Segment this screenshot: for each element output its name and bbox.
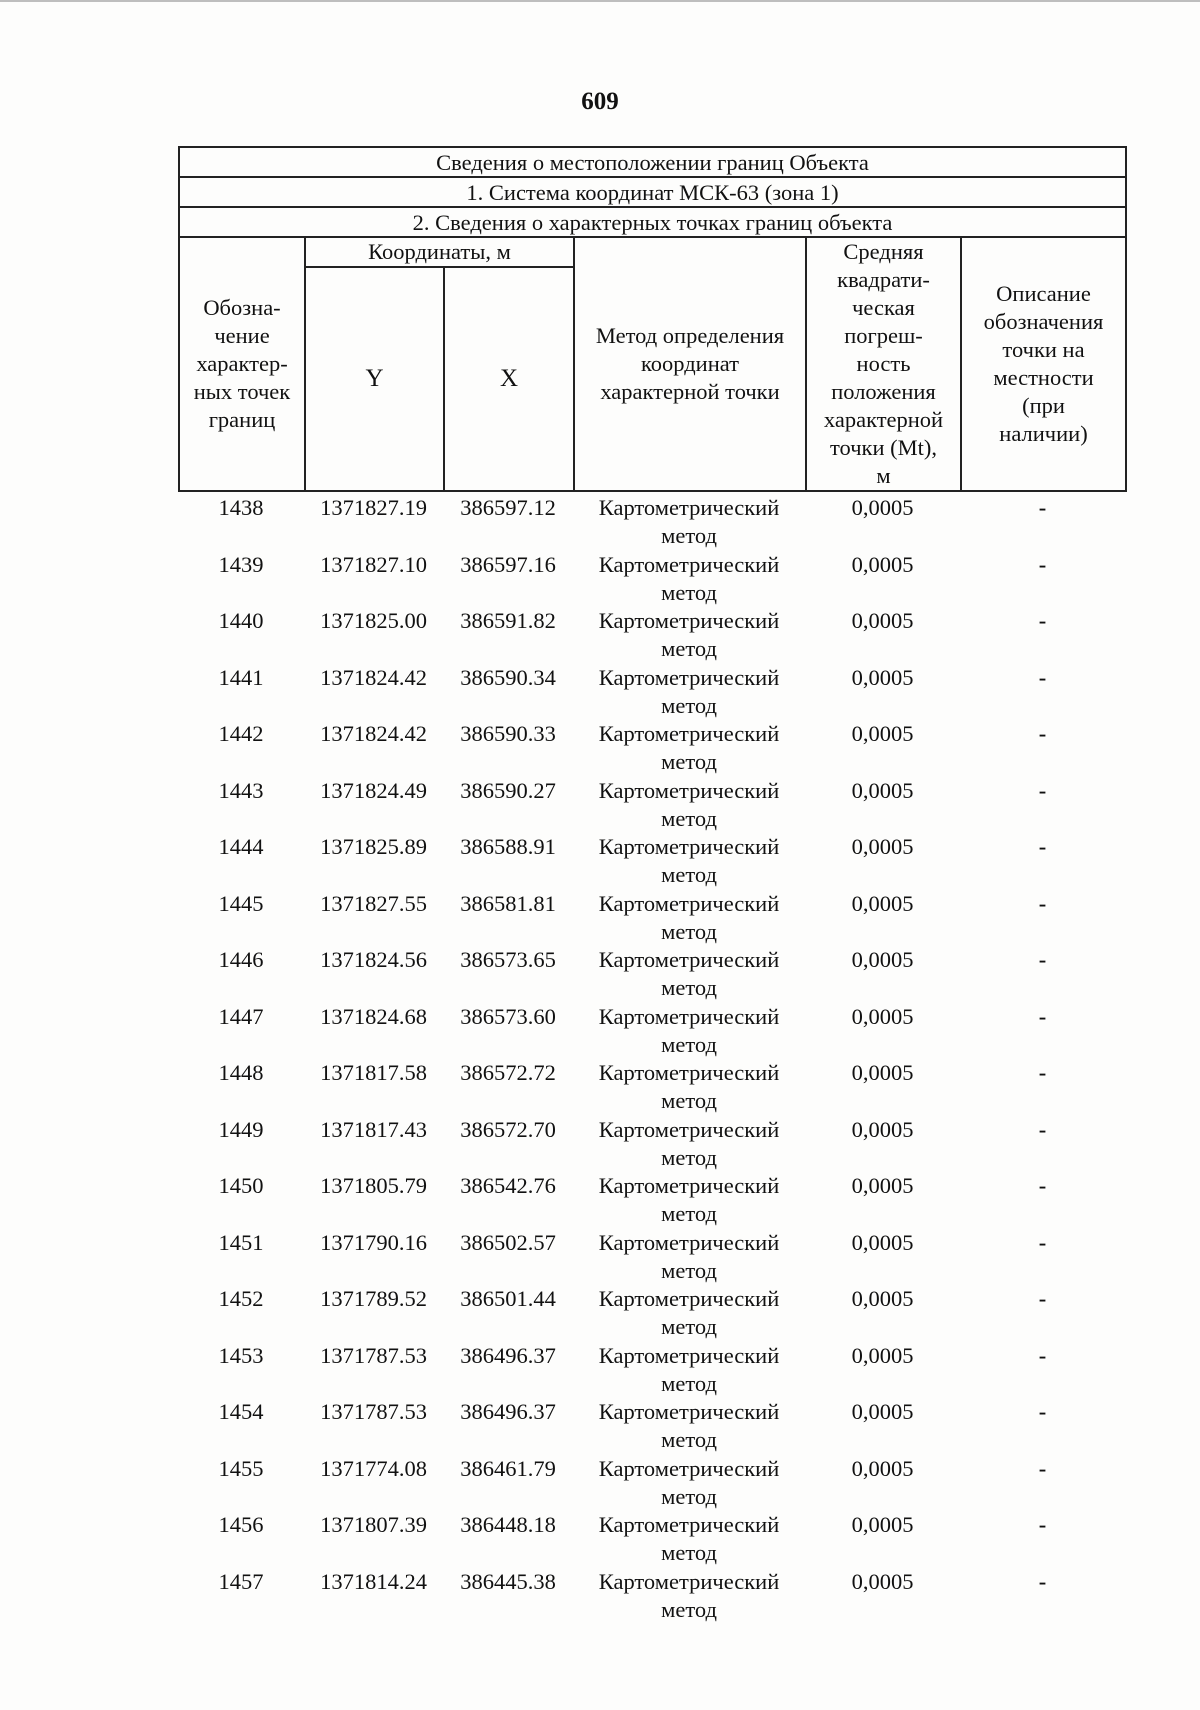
mean-square-error: 0,0005 bbox=[851, 947, 914, 972]
method: Картометрический метод bbox=[598, 1060, 780, 1113]
method: Картометрический метод bbox=[598, 1512, 780, 1565]
point-description: - bbox=[1038, 551, 1047, 577]
method: Картометрический метод bbox=[598, 1455, 780, 1509]
point-description: - bbox=[1038, 721, 1047, 746]
mean-square-error: 0,0005 bbox=[851, 495, 914, 520]
point-description: - bbox=[1038, 1173, 1047, 1198]
header-coordinates: Координаты, м bbox=[305, 237, 574, 267]
point-id: 1442 bbox=[218, 721, 264, 746]
point-id: 1455 bbox=[218, 1455, 264, 1481]
method: Картометрический метод bbox=[598, 551, 780, 605]
point-id: 1456 bbox=[218, 1512, 264, 1537]
point-id: 1448 bbox=[218, 1060, 264, 1085]
method: Картометрический метод bbox=[598, 721, 780, 774]
coordinate-y: 1371824.42 bbox=[320, 664, 427, 690]
point-id: 1447 bbox=[218, 1003, 264, 1029]
point-description: - bbox=[1038, 1060, 1047, 1085]
point-description: - bbox=[1038, 1568, 1047, 1594]
coordinate-x: 386496.37 bbox=[460, 1342, 556, 1368]
coordinate-x: 386572.72 bbox=[460, 1060, 556, 1085]
point-description: - bbox=[1038, 777, 1047, 803]
point-id: 1457 bbox=[218, 1568, 264, 1594]
point-description: - bbox=[1038, 890, 1047, 916]
point-description: - bbox=[1038, 1455, 1047, 1481]
coordinate-y: 1371824.68 bbox=[320, 1003, 427, 1029]
method: Картометрический метод bbox=[598, 1568, 780, 1622]
mean-square-error: 0,0005 bbox=[851, 834, 914, 859]
coordinate-y: 1371824.49 bbox=[320, 777, 427, 803]
point-description: - bbox=[1038, 1003, 1047, 1029]
point-id: 1440 bbox=[218, 608, 264, 633]
table-row bbox=[178, 1229, 1125, 1286]
scan-edge-line bbox=[0, 0, 1200, 8]
table-row bbox=[178, 1285, 1125, 1342]
coordinate-x: 386591.82 bbox=[460, 608, 556, 633]
method: Картометрический метод bbox=[598, 1173, 780, 1226]
coordinate-x: 386572.70 bbox=[460, 1116, 556, 1142]
header-description: Описание обозначения точки на местности (при наличии) bbox=[961, 237, 1126, 491]
header-table bbox=[178, 146, 1127, 492]
point-description: - bbox=[1038, 1286, 1047, 1311]
method: Картометрический метод bbox=[598, 890, 780, 944]
header-error: Средняя квадрати- ческая погреш- ность положения характерной точки (Mt), м bbox=[806, 237, 961, 491]
point-description: - bbox=[1038, 834, 1047, 859]
table-row bbox=[178, 664, 1125, 721]
table-header bbox=[178, 146, 1125, 492]
mean-square-error: 0,0005 bbox=[851, 1173, 914, 1198]
coordinate-x: 386597.12 bbox=[460, 495, 556, 520]
point-description: - bbox=[1038, 608, 1047, 633]
table-rows bbox=[178, 494, 1125, 1624]
method: Картометрический метод bbox=[598, 1229, 780, 1283]
coordinate-y: 1371790.16 bbox=[320, 1229, 427, 1255]
table-row bbox=[178, 1511, 1125, 1568]
point-id: 1451 bbox=[218, 1229, 264, 1255]
coordinate-x: 386597.16 bbox=[460, 551, 556, 577]
point-id: 1450 bbox=[218, 1173, 264, 1198]
point-id: 1438 bbox=[218, 495, 264, 520]
point-id: 1443 bbox=[218, 777, 264, 803]
mean-square-error: 0,0005 bbox=[851, 1003, 914, 1029]
point-id: 1453 bbox=[218, 1342, 264, 1368]
table-row bbox=[178, 1172, 1125, 1229]
coordinate-y: 1371827.55 bbox=[320, 890, 427, 916]
mean-square-error: 0,0005 bbox=[851, 1568, 914, 1594]
method: Картометрический метод bbox=[598, 1116, 780, 1170]
coordinate-x: 386496.37 bbox=[460, 1399, 556, 1424]
point-description: - bbox=[1038, 1512, 1047, 1537]
method: Картометрический метод bbox=[598, 1286, 780, 1339]
mean-square-error: 0,0005 bbox=[851, 1060, 914, 1085]
point-description: - bbox=[1038, 1342, 1047, 1368]
page-number: 609 bbox=[581, 88, 619, 115]
point-description: - bbox=[1038, 495, 1047, 520]
point-id: 1444 bbox=[218, 834, 264, 859]
mean-square-error: 0,0005 bbox=[851, 664, 914, 690]
table-row bbox=[178, 890, 1125, 947]
method: Картометрический метод bbox=[598, 664, 780, 718]
coordinate-x: 386461.79 bbox=[460, 1455, 556, 1481]
coordinate-x: 386588.91 bbox=[460, 834, 556, 859]
method: Картометрический метод bbox=[598, 947, 780, 1000]
table-row bbox=[178, 833, 1125, 890]
coordinate-y: 1371824.56 bbox=[320, 947, 427, 972]
method: Картометрический метод bbox=[598, 834, 780, 887]
mean-square-error: 0,0005 bbox=[851, 1455, 914, 1481]
coordinate-y: 1371787.53 bbox=[320, 1342, 427, 1368]
coordinate-y: 1371825.89 bbox=[320, 834, 427, 859]
header-designation: Обозна- чение характер- ных точек границ bbox=[179, 237, 305, 491]
method: Картометрический метод bbox=[598, 1342, 780, 1396]
method: Картометрический метод bbox=[598, 608, 780, 661]
header-title-2: 1. Система координат МСК-63 (зона 1) bbox=[179, 177, 1126, 207]
coordinate-y: 1371814.24 bbox=[320, 1568, 427, 1594]
point-description: - bbox=[1038, 1229, 1047, 1255]
point-id: 1446 bbox=[218, 947, 264, 972]
coordinate-y: 1371825.00 bbox=[320, 608, 427, 633]
coordinate-x: 386590.33 bbox=[460, 721, 556, 746]
table-row bbox=[178, 1003, 1125, 1060]
point-id: 1452 bbox=[218, 1286, 264, 1311]
method: Картометрический метод bbox=[598, 1399, 780, 1452]
point-description: - bbox=[1038, 947, 1047, 972]
point-id: 1449 bbox=[218, 1116, 264, 1142]
mean-square-error: 0,0005 bbox=[851, 1512, 914, 1537]
method: Картометрический метод bbox=[598, 1003, 780, 1057]
mean-square-error: 0,0005 bbox=[851, 721, 914, 746]
table-row bbox=[178, 946, 1125, 1003]
coordinate-y: 1371817.58 bbox=[320, 1060, 427, 1085]
coordinate-y: 1371817.43 bbox=[320, 1116, 427, 1142]
coordinate-y: 1371789.52 bbox=[320, 1286, 427, 1311]
coordinate-y: 1371774.08 bbox=[320, 1455, 427, 1481]
point-id: 1441 bbox=[218, 664, 264, 690]
table-row bbox=[178, 1059, 1125, 1116]
coordinate-x: 386542.76 bbox=[460, 1173, 556, 1198]
table-row bbox=[178, 551, 1125, 608]
mean-square-error: 0,0005 bbox=[851, 1342, 914, 1368]
coordinate-y: 1371827.10 bbox=[320, 551, 427, 577]
coordinate-x: 386590.27 bbox=[460, 777, 556, 803]
coordinate-x: 386573.60 bbox=[460, 1003, 556, 1029]
header-x: X bbox=[444, 267, 574, 491]
mean-square-error: 0,0005 bbox=[851, 1229, 914, 1255]
mean-square-error: 0,0005 bbox=[851, 608, 914, 633]
coordinate-y: 1371827.19 bbox=[320, 495, 427, 520]
point-description: - bbox=[1038, 664, 1047, 690]
mean-square-error: 0,0005 bbox=[851, 1286, 914, 1311]
coordinate-x: 386502.57 bbox=[460, 1229, 556, 1255]
mean-square-error: 0,0005 bbox=[851, 1116, 914, 1142]
point-id: 1445 bbox=[218, 890, 264, 916]
coordinate-x: 386581.81 bbox=[460, 890, 556, 916]
coordinate-y: 1371805.79 bbox=[320, 1173, 427, 1198]
point-description: - bbox=[1038, 1399, 1047, 1424]
coordinate-y: 1371824.42 bbox=[320, 721, 427, 746]
mean-square-error: 0,0005 bbox=[851, 551, 914, 577]
header-y: Y bbox=[305, 267, 444, 491]
table-row bbox=[178, 720, 1125, 777]
method: Картометрический метод bbox=[598, 777, 780, 831]
mean-square-error: 0,0005 bbox=[851, 777, 914, 803]
table-row bbox=[178, 777, 1125, 834]
method: Картометрический метод bbox=[598, 495, 780, 548]
table-row bbox=[178, 1398, 1125, 1455]
coordinate-x: 386573.65 bbox=[460, 947, 556, 972]
table-row bbox=[178, 494, 1125, 551]
mean-square-error: 0,0005 bbox=[851, 890, 914, 916]
table-row bbox=[178, 1455, 1125, 1512]
point-id: 1439 bbox=[218, 551, 264, 577]
coordinate-y: 1371807.39 bbox=[320, 1512, 427, 1537]
mean-square-error: 0,0005 bbox=[851, 1399, 914, 1424]
header-title-1: Сведения о местоположении границ Объекта bbox=[179, 147, 1126, 177]
table-row bbox=[178, 607, 1125, 664]
header-method: Метод определения координат характерной точки bbox=[574, 237, 806, 491]
point-id: 1454 bbox=[218, 1399, 264, 1424]
coordinate-x: 386445.38 bbox=[460, 1568, 556, 1594]
point-description: - bbox=[1038, 1116, 1047, 1142]
coordinate-x: 386448.18 bbox=[460, 1512, 556, 1537]
coordinate-y: 1371787.53 bbox=[320, 1399, 427, 1424]
table-row bbox=[178, 1568, 1125, 1625]
header-title-3: 2. Сведения о характерных точках границ объекта bbox=[179, 207, 1126, 237]
coordinate-x: 386501.44 bbox=[460, 1286, 556, 1311]
coordinates-table bbox=[178, 494, 1125, 1624]
table-row bbox=[178, 1342, 1125, 1399]
coordinate-x: 386590.34 bbox=[460, 664, 556, 690]
table-row bbox=[178, 1116, 1125, 1173]
